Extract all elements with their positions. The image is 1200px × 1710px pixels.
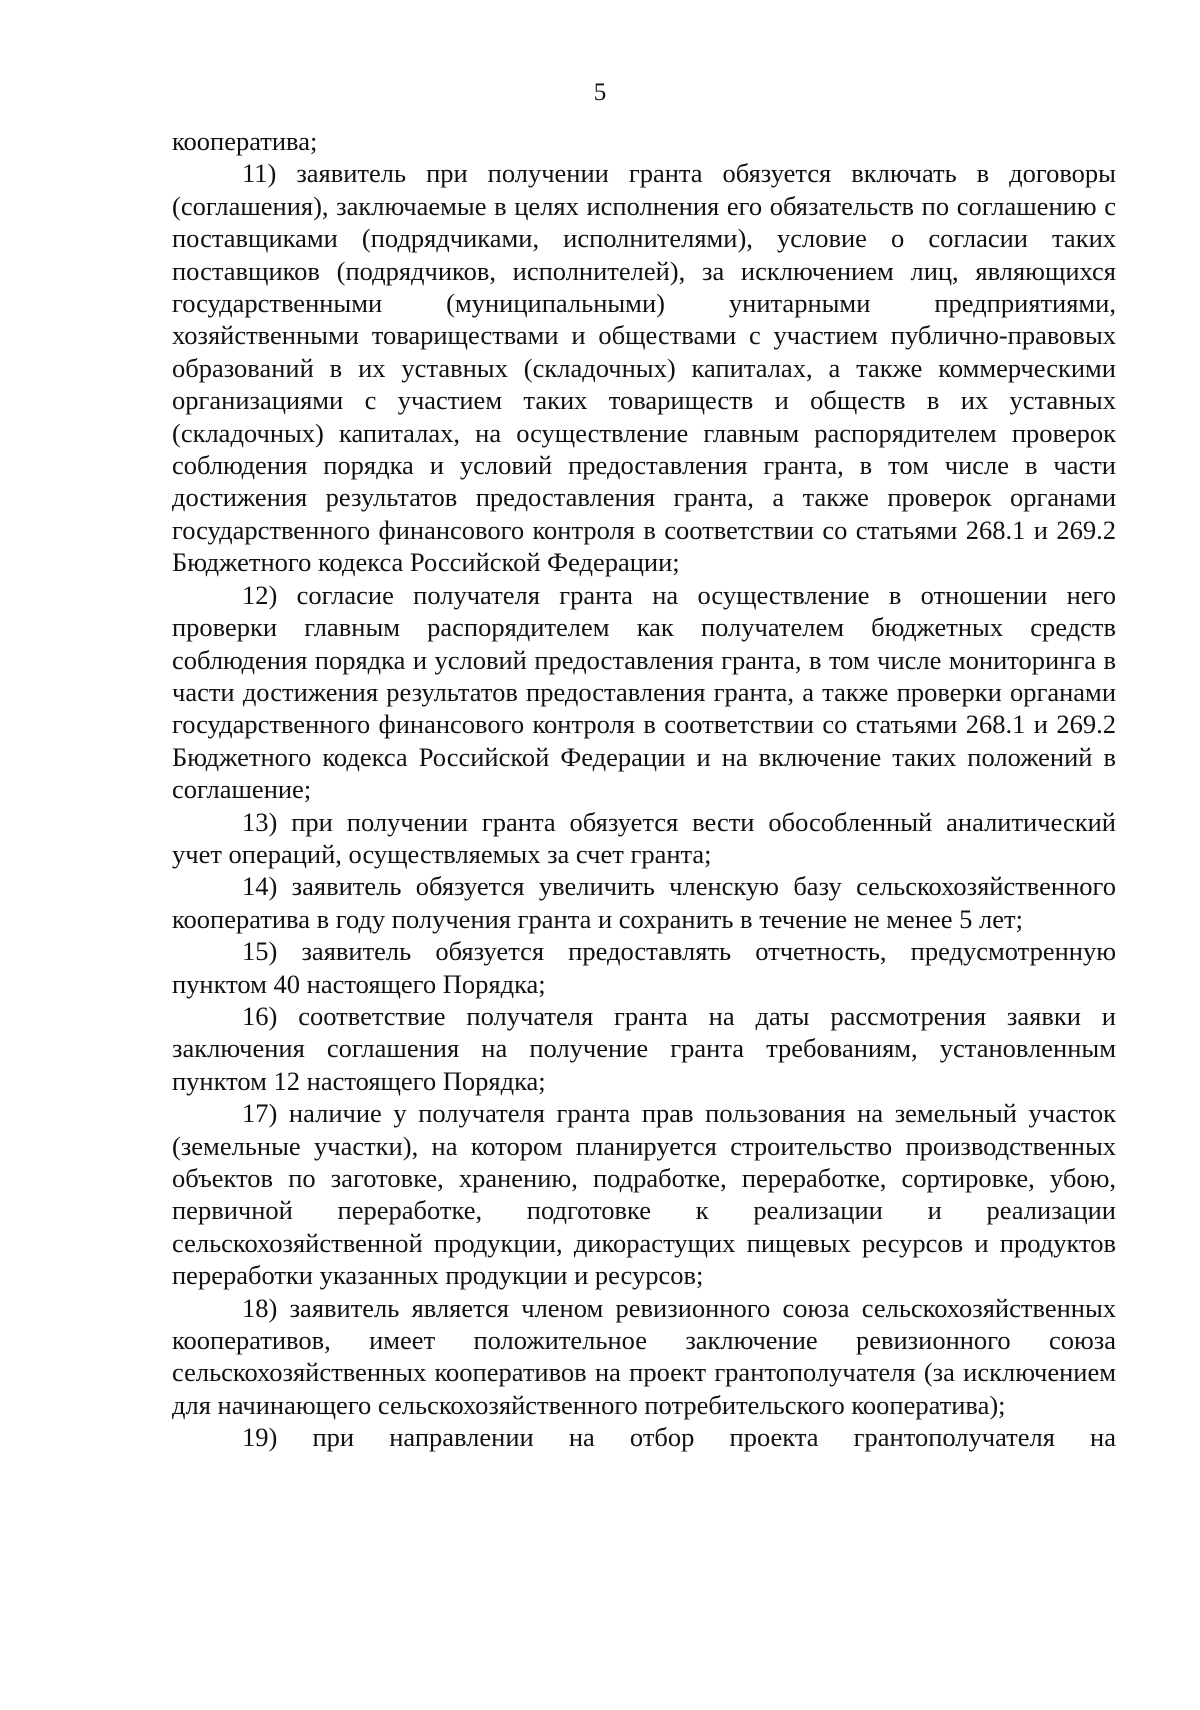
paragraph-item-14: 14) заявитель обязуется увеличить членскую базу сельскохозяйственного кооператива в году получения гранта и сохранить в течение не менее 5 лет; — [172, 871, 1116, 934]
paragraph-item-18: 18) заявитель является членом ревизионного союза сельскохозяйственных кооперативов, имеет положительное заключение ревизионного союза сельскохозяйственных кооперативов на проект грантополучателя (за исключением для начинающего сельскохозяйственного потребительского кооператива); — [172, 1292, 1116, 1420]
paragraph-continuation: кооператива; — [172, 126, 318, 156]
paragraph-item-15: 15) заявитель обязуется предоставлять отчетность, предусмотренную пунктом 40 настоящего Порядка; — [172, 936, 1116, 999]
document-body — [172, 125, 1116, 1454]
paragraph-item-17: 17) наличие у получателя гранта прав пользования на земельный участок (земельные участки), на котором планируется строительство производственных объектов по заготовке, хранению, подработке, переработке, сортировке, убою, первичной переработке, подготовке к реализации и реализации сельскохозяйственной продукции, дикорастущих пищевых ресурсов и продуктов переработки указанных продукции и ресурсов; — [172, 1098, 1116, 1291]
paragraph-item-12: 12) согласие получателя гранта на осуществление в отношении него проверки главным распорядителем как получателем бюджетных средств соблюдения порядка и условий предоставления гранта, в том числе мониторинга в части достижения результатов предоставления гранта, а также проверки органами государственного финансового контроля в соответствии со статьями 268.1 и 269.2 Бюджетного кодекса Российской Федерации и на включение таких положений в соглашение; — [172, 579, 1116, 805]
paragraph-item-11: 11) заявитель при получении гранта обязуется включать в договоры (соглашения), заключаемые в целях исполнения его обязательств по соглашению с поставщиками (подрядчиками, исполнителями), условие о согласии таких поставщиков (подрядчиков, исполнителей), за исключением лиц, являющихся государственными (муниципальными) унитарными предприятиями, хозяйственными товариществами и обществами с участием публично-правовых образований в их уставных (складочных) капиталах, а также коммерческими организациями с участием таких товариществ и обществ в их уставных (складочных) капиталах, на осуществление главным распорядителем проверок соблюдения порядка и условий предоставления гранта, в том числе в части достижения результатов предоставления гранта, а также проверок органами государственного финансового контроля в соответствии со статьями 268.1 и 269.2 Бюджетного кодекса Российской Федерации; — [172, 158, 1116, 578]
paragraph-item-19: 19) при направлении на отбор проекта грантополучателя на — [242, 1422, 1116, 1453]
paragraph-item-13: 13) при получении гранта обязуется вести обособленный аналитический учет операций, осуществляемых за счет гранта; — [172, 806, 1116, 869]
page-number: 5 — [593, 79, 607, 106]
paragraph-item-16: 16) соответствие получателя гранта на даты рассмотрения заявки и заключения соглашения на получение гранта требованиям, установленным пунктом 12 настоящего Порядка; — [172, 1000, 1116, 1096]
